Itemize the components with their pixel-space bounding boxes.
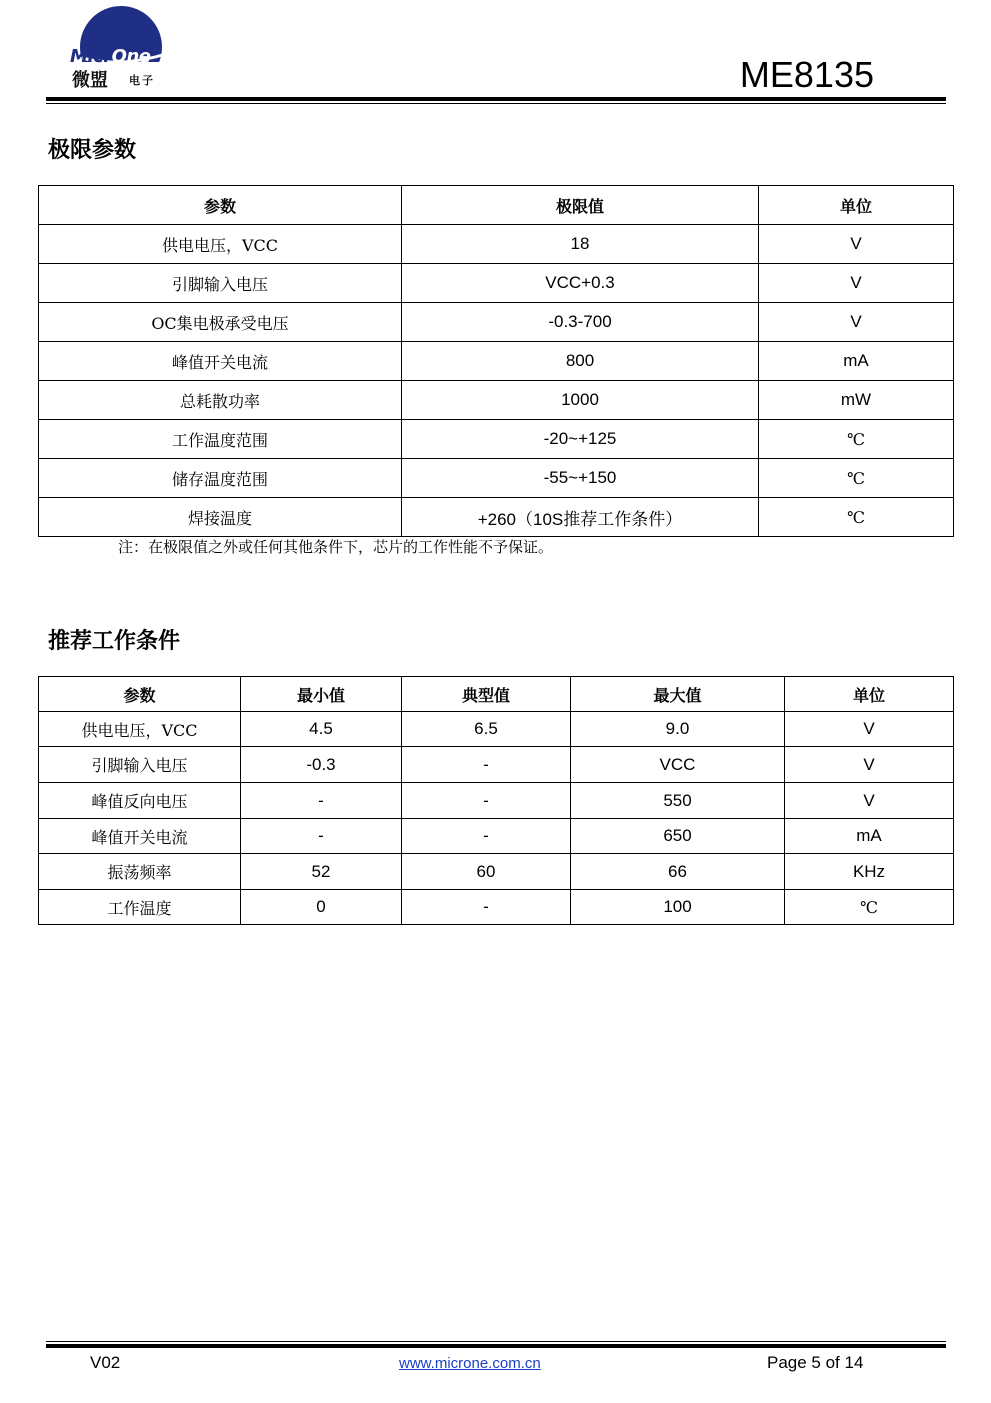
footer-rule-thin	[46, 1341, 946, 1342]
max-cell: 650	[571, 819, 785, 854]
table-header-row	[39, 186, 954, 225]
unit-cell: ℃	[785, 890, 954, 925]
value-cell: -20~+125	[402, 420, 759, 459]
logo-chinese-name: 微盟	[72, 70, 108, 91]
table-row	[39, 819, 954, 854]
unit-cell: V	[785, 747, 954, 783]
abs-max-table	[38, 185, 954, 537]
table-row	[39, 890, 954, 925]
unit-cell: mA	[759, 342, 954, 381]
column-header: 最小值	[241, 677, 402, 712]
typ-cell: -	[402, 747, 571, 783]
typ-cell: -	[402, 819, 571, 854]
max-cell: 9.0	[571, 712, 785, 747]
unit-cell: V	[759, 264, 954, 303]
table-row	[39, 459, 954, 498]
max-cell: 66	[571, 854, 785, 890]
typ-cell: 6.5	[402, 712, 571, 747]
abs-max-title: 极限参数	[48, 138, 137, 163]
value-cell: 800	[402, 342, 759, 381]
footer-website[interactable]	[399, 1353, 541, 1373]
unit-cell: V	[785, 712, 954, 747]
column-header: 单位	[759, 186, 954, 225]
unit-cell: V	[785, 783, 954, 819]
param-cell: 工作温度范围	[39, 420, 402, 459]
column-header: 极限值	[402, 186, 759, 225]
param-cell: 峰值反向电压	[39, 783, 241, 819]
typ-cell: -	[402, 890, 571, 925]
unit-cell: V	[759, 225, 954, 264]
website-link[interactable]: www.microne.com.cn	[399, 1355, 541, 1372]
company-logo	[62, 6, 172, 94]
logo-brand: MicrOne	[70, 46, 151, 67]
column-header: 参数	[39, 677, 241, 712]
param-cell: 引脚输入电压	[39, 747, 241, 783]
unit-cell: KHz	[785, 854, 954, 890]
footer-page-number: Page 5 of 14	[767, 1353, 864, 1372]
unit-cell: V	[759, 303, 954, 342]
max-cell: 550	[571, 783, 785, 819]
min-cell: -	[241, 819, 402, 854]
min-cell: 0	[241, 890, 402, 925]
typ-cell: 60	[402, 854, 571, 890]
column-header: 典型值	[402, 677, 571, 712]
table-row	[39, 854, 954, 890]
recommended-title: 推荐工作条件	[48, 629, 181, 654]
max-cell: VCC	[571, 747, 785, 783]
param-cell: 焊接温度	[39, 498, 402, 537]
value-cell: 18	[402, 225, 759, 264]
column-header: 单位	[785, 677, 954, 712]
table-row	[39, 303, 954, 342]
part-number: ME8135	[739, 54, 874, 95]
unit-cell: ℃	[759, 459, 954, 498]
column-header: 最大值	[571, 677, 785, 712]
value-cell: -55~+150	[402, 459, 759, 498]
value-cell: VCC+0.3	[402, 264, 759, 303]
typ-cell: -	[402, 783, 571, 819]
table-header-row	[39, 677, 954, 712]
table-row	[39, 225, 954, 264]
min-cell: -0.3	[241, 747, 402, 783]
param-cell: 储存温度范围	[39, 459, 402, 498]
param-cell: 供电电压，VCC	[39, 225, 402, 264]
param-cell: 引脚输入电压	[39, 264, 402, 303]
table-row	[39, 783, 954, 819]
table-row	[39, 498, 954, 537]
min-cell: -	[241, 783, 402, 819]
table-row	[39, 381, 954, 420]
value-cell: -0.3-700	[402, 303, 759, 342]
param-cell: 供电电压，VCC	[39, 712, 241, 747]
min-cell: 4.5	[241, 712, 402, 747]
table-row	[39, 747, 954, 783]
header-rule	[46, 97, 946, 101]
unit-cell: ℃	[759, 498, 954, 537]
footer-version: V02	[90, 1353, 121, 1372]
param-cell: 工作温度	[39, 890, 241, 925]
table-row	[39, 420, 954, 459]
table-row	[39, 342, 954, 381]
param-cell: 总耗散功率	[39, 381, 402, 420]
recommended-table	[38, 676, 954, 925]
logo-chinese-sub: 电子	[129, 74, 155, 87]
param-cell: 峰值开关电流	[39, 819, 241, 854]
value-cell: 1000	[402, 381, 759, 420]
abs-max-note: 注：在极限值之外或任何其他条件下，芯片的工作性能不予保证。	[118, 538, 554, 556]
unit-cell: mW	[759, 381, 954, 420]
value-cell: +260（10S推荐工作条件）	[402, 498, 759, 537]
max-cell: 100	[571, 890, 785, 925]
param-cell: 振荡频率	[39, 854, 241, 890]
header-rule-thin	[46, 103, 946, 104]
min-cell: 52	[241, 854, 402, 890]
param-cell: 峰值开关电流	[39, 342, 402, 381]
footer-rule	[46, 1344, 946, 1348]
table-row	[39, 712, 954, 747]
unit-cell: ℃	[759, 420, 954, 459]
unit-cell: mA	[785, 819, 954, 854]
param-cell: OC集电极承受电压	[39, 303, 402, 342]
table-row	[39, 264, 954, 303]
column-header: 参数	[39, 186, 402, 225]
